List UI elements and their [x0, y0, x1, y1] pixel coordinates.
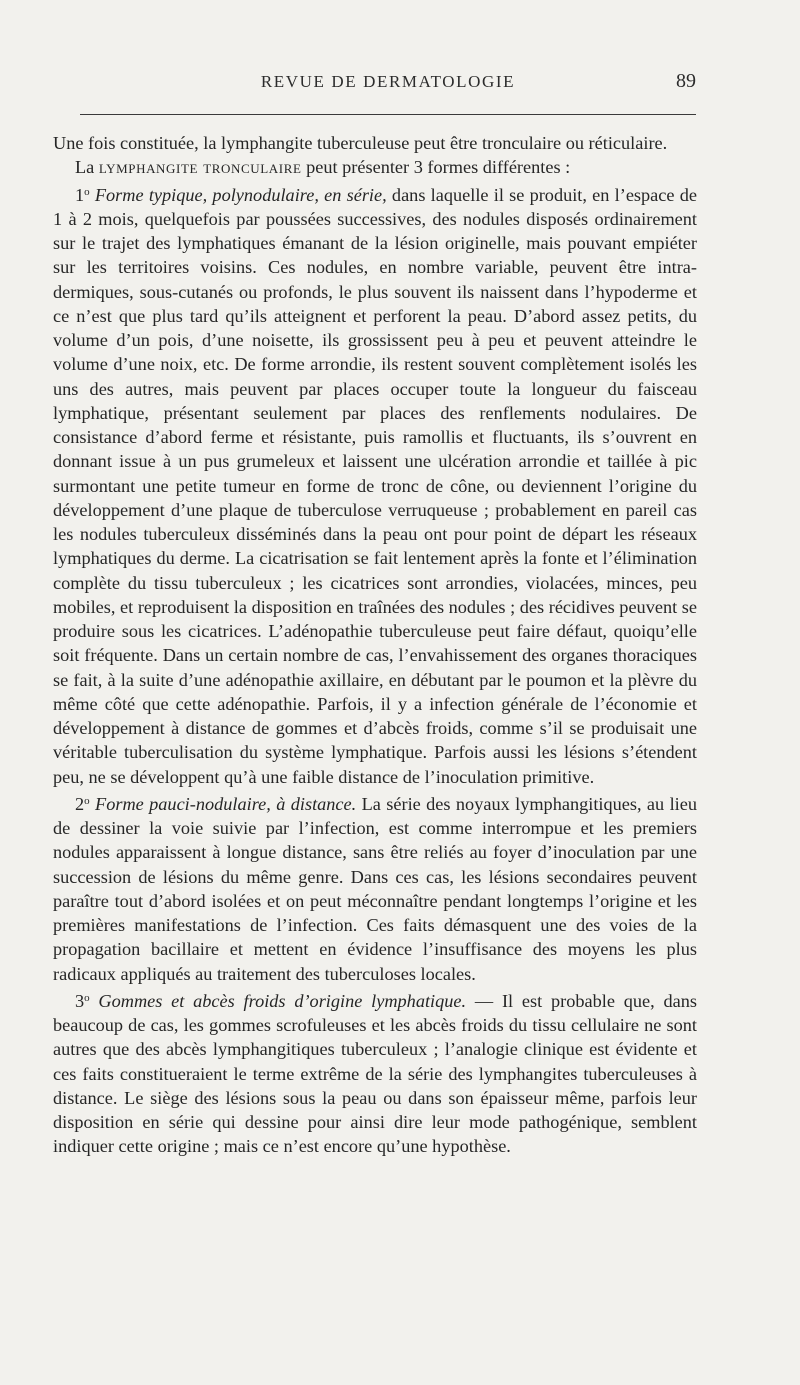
paragraph-forms-lead: La — [75, 157, 99, 178]
form-1-title: Forme typique, polynodulaire, en série, — [94, 184, 387, 205]
page-number: 89 — [676, 70, 696, 92]
form-2-title: Forme pauci-nodulaire, à distance. — [95, 793, 357, 814]
term-lymphangite-tronculaire: lymphangite tronculaire — [98, 157, 302, 178]
form-2-ordinal: o — [84, 794, 90, 807]
paragraph-form-1 — [53, 180, 697, 789]
paragraph-intro: Une fois constituée, la lymphangite tuberculeuse peut être tronculaire ou réticulaire. — [53, 133, 668, 153]
form-3-ordinal: o — [84, 991, 90, 1004]
form-1-text: dans laquelle il se produit, en l’espace de 1 à 2 mois, quelquefois par poussées successives, des nodules disposés ordinairement sur le trajet des lymphatiques émanant de la lésion originelle, mais pouvant empiéter sur les territoires voisins. Ces nodules, en nombre variable, peuvent être intra-dermiques, sous-cutanés ou profonds, le plus souvent ils naissent dans l’hypoderme et ce n’est que plus tard qu’ils atteignent et perforent la peau. D’abord assez petits, du volume d’un pois, d’une noisette, ils grossissent peu à peu et peuvent atteindre le volume d’une noix, etc. De forme arrondie, ils restent souvent complètement isolés les uns des autres, mais peuvent par places occuper toute la longueur du faisceau lymphatique, présentant seulement par places des renflements nodulaires. De consistance d’abord ferme et résistante, puis ramollis et fluctuants, ils s’ouvrent en donnant issue à un pus grumeleux et laissent une ulcération arrondie et taillée à pic surmontant une petite tumeur en forme de tronc de cône, ou deviennent l’origine du développement d’une plaque de tuberculose verruqueuse ; probablement en pareil cas les nodules tuberculeux disséminés dans la peau ont pour point de départ les réseaux lymphatiques du derme. La cicatrisation se fait lentement après la fonte et l’élimination complète du tissu tuberculeux ; les cicatrices sont arrondies, violacées, minces, peu mobiles, et reproduisent la disposition en traînées des nodules ; des récidives peuvent se produire sous les cicatrices. L’adénopathie tuberculeuse peut faire défaut, quoiqu’elle soit fréquente. Dans un certain nombre de cas, l’envahissement des organes thoraciques se fait, à la suite d’une adénopathie axillaire, en débutant par le poumon et la plèvre du même côté que cette adénopathie. Parfois, il y a infection générale de l’économie et développement à distance de gommes et d’abcès froids, comme s’il se produisait une véritable tuberculisation du système lymphatique. Parfois aussi les lésions s’étendent peu, ne se développent qu’à une faible distance de l’inoculation primitive. — [53, 184, 698, 787]
paragraph-forms — [53, 155, 697, 179]
form-2-text: La série des noyaux lymphangitiques, au lieu de dessiner la voie suivie par l’infection, est comme interrompue et les premiers nodules apparaissent à longue distance, sans être reliés au foyer d’inoculation par une succession de lésions du même genre. Dans ces cas, les lésions secondaires peuvent paraître tout d’abord isolées et on peut méconnaître pendant longtemps l’origine et les premières manifestations de l’infection. Ces faits démasquent une des voies de la propagation bacillaire et mettent en évidence l’insuffisance des moyens les plus radicaux appliqués au traitement des tuberculoses locales. — [53, 793, 697, 984]
paragraph-forms-rest: peut présenter 3 formes différentes : — [301, 157, 571, 178]
form-3-title: Gommes et abcès froids d’origine lymphatique. — [98, 990, 467, 1011]
form-3-text: — Il est probable que, dans beaucoup de cas, les gommes scrofuleuses et les abcès froids du tissu cellulaire ne sont autres que des abcès lymphangitiques tuberculeux ; l’analogie clinique est évidente et ces faits constitueraient le terme extrême de la série des lymphangites tuberculeuses à distance. Le siège des lésions sous la peau ou dans son épaisseur même, parfois leur disposition en série qui dessine pour ainsi dire leur mode pathogénique, semblent indiquer cette origine ; mais ce n’est encore qu’une hypothèse. — [53, 990, 697, 1157]
running-title: REVUE DE DERMATOLOGIE — [260, 72, 516, 91]
form-3-number: 3 — [75, 990, 85, 1011]
body-text — [53, 131, 697, 1159]
header-rule — [80, 114, 696, 115]
paragraph-form-3 — [53, 986, 697, 1159]
running-head — [80, 70, 696, 98]
form-2-number: 2 — [75, 793, 85, 814]
form-1-number: 1 — [75, 184, 85, 205]
paragraph-form-2 — [53, 789, 697, 986]
form-1-ordinal: o — [84, 185, 90, 198]
